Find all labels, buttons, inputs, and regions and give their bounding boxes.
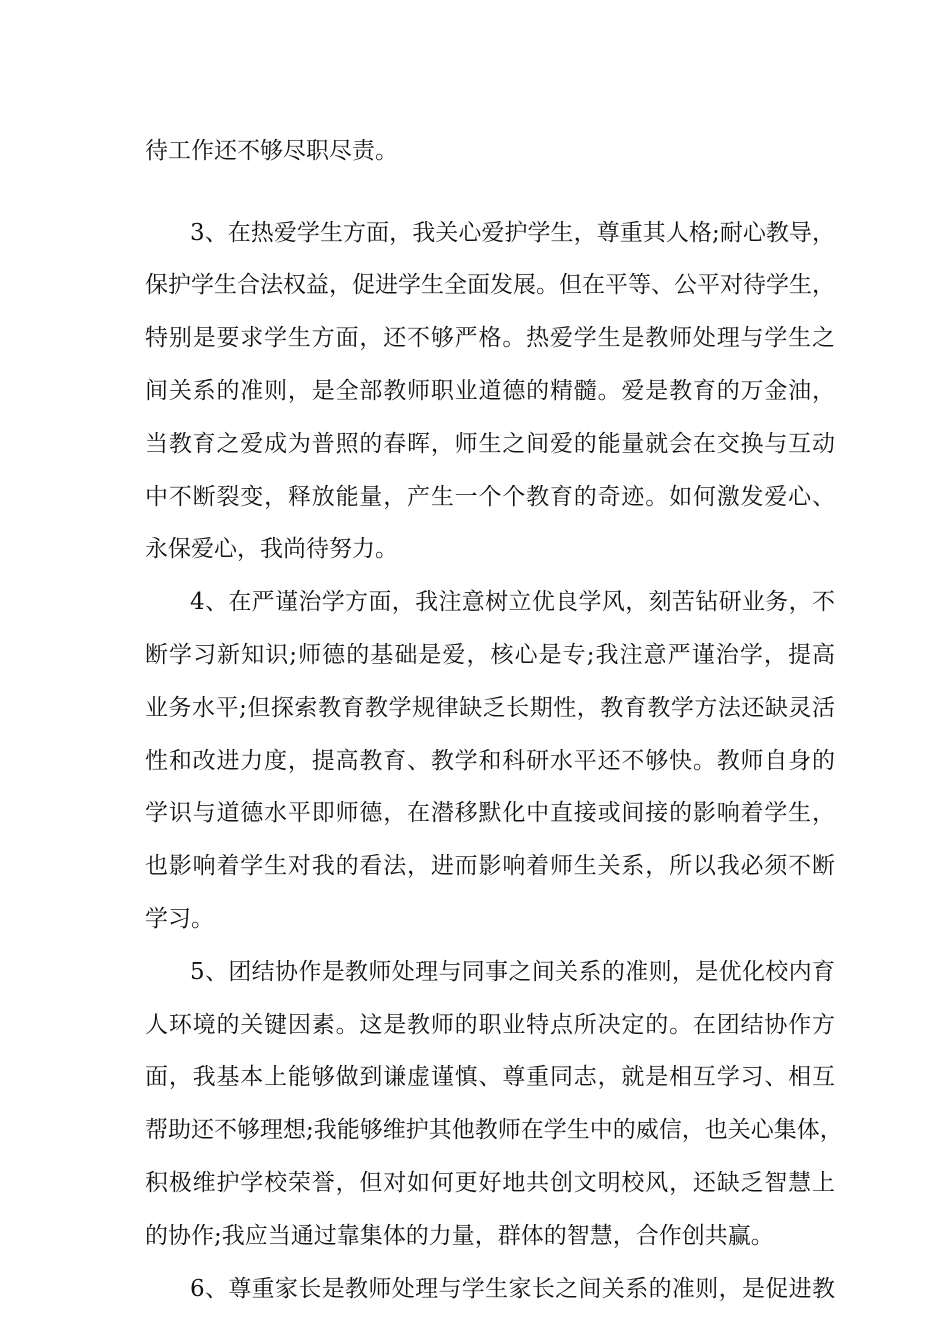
- text-line: 永保爱心，我尚待努力。: [145, 536, 398, 562]
- paragraph-5-first-line: 5、团结协作是教师处理与同事之间关系的准则，是优化校内育: [190, 959, 835, 985]
- paragraph-3-first-line: 3、在热爱学生方面，我关心爱护学生，尊重其人格;耐心教导，: [190, 220, 835, 246]
- text-line: 待工作还不够尽职尽责。: [145, 138, 398, 164]
- text-line: 学识与道德水平即师德，在潜移默化中直接或间接的影响着学生，: [145, 800, 835, 826]
- text-line: 中不断裂变，释放能量，产生一个个教育的奇迹。如何激发爱心、: [145, 484, 835, 510]
- text-line: 人环境的关键因素。这是教师的职业特点所决定的。在团结协作方: [145, 1012, 835, 1038]
- text-line: 的协作;我应当通过靠集体的力量，群体的智慧，合作创共赢。: [145, 1223, 774, 1249]
- text-line: 当教育之爱成为普照的春晖，师生之间爱的能量就会在交换与互动: [145, 431, 835, 457]
- text-line: 性和改进力度，提高教育、教学和科研水平还不够快。教师自身的: [145, 748, 835, 774]
- text-line: 积极维护学校荣誉，但对如何更好地共创文明校风，还缺乏智慧上: [145, 1170, 835, 1196]
- text-line: 业务水平;但探索教育教学规律缺乏长期性，教育教学方法还缺灵活: [145, 695, 835, 721]
- text-line: 学习。: [145, 906, 214, 932]
- text-line: 面，我基本上能够做到谦虚谨慎、尊重同志，就是相互学习、相互: [145, 1064, 835, 1090]
- text-line: 断学习新知识;师德的基础是爱，核心是专;我注意严谨治学，提高: [145, 642, 835, 668]
- text-line: 间关系的准则，是全部教师职业道德的精髓。爱是教育的万金油，: [145, 378, 835, 404]
- text-line: 也影响着学生对我的看法，进而影响着师生关系，所以我必须不断: [145, 853, 835, 879]
- text-line: 帮助还不够理想;我能够维护其他教师在学生中的威信，也关心集体，: [145, 1117, 843, 1143]
- paragraph-4-first-line: 4、在严谨治学方面，我注意树立优良学风，刻苦钻研业务，不: [190, 589, 835, 615]
- text-line: 特别是要求学生方面，还不够严格。热爱学生是教师处理与学生之: [145, 325, 835, 351]
- text-line: 保护学生合法权益，促进学生全面发展。但在平等、公平对待学生，: [145, 272, 835, 298]
- paragraph-6-first-line: 6、尊重家长是教师处理与学生家长之间关系的准则，是促进教: [190, 1276, 835, 1302]
